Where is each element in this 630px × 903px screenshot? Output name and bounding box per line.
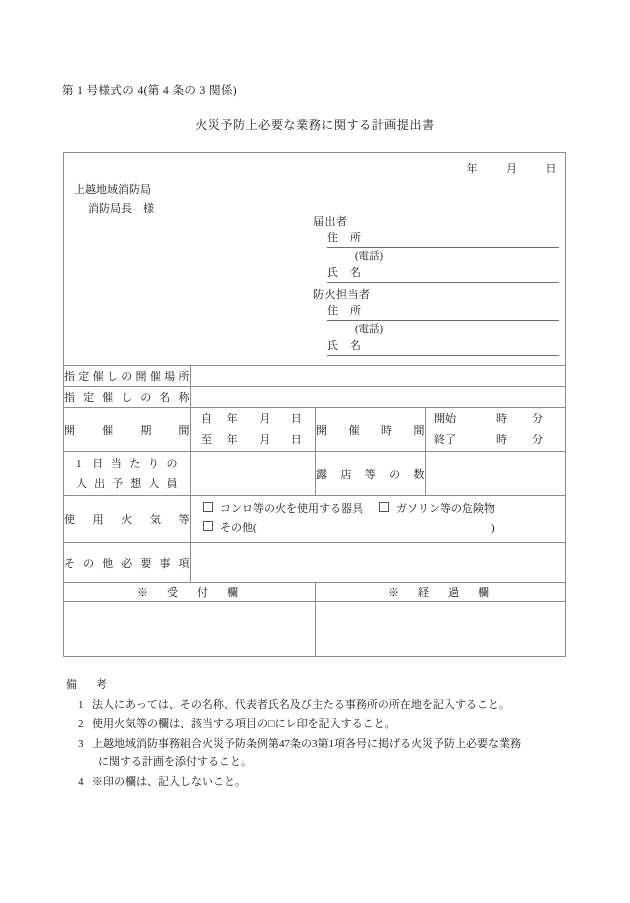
remarks-item bbox=[66, 696, 576, 715]
other-matters-label: その他必要事項 bbox=[64, 543, 191, 583]
progress-value[interactable] bbox=[316, 602, 566, 657]
time-end-hour: 時 bbox=[496, 433, 507, 446]
table-row-attendance bbox=[64, 452, 566, 496]
time-start-hour: 時 bbox=[496, 412, 507, 425]
table-row-fire-use bbox=[64, 496, 566, 543]
remarks-item-number: 4 bbox=[78, 775, 84, 788]
table-row-official-bodies bbox=[64, 602, 566, 657]
fire-manager-address-field[interactable] bbox=[327, 303, 559, 321]
document-title: 火災予防上必要な業務に関する計画提出書 bbox=[195, 118, 435, 132]
time-end-row bbox=[434, 430, 557, 451]
remarks-item-number: 2 bbox=[78, 718, 84, 730]
stalls-value[interactable] bbox=[426, 452, 566, 496]
period-to-day: 日 bbox=[290, 433, 302, 446]
table-row-event-name bbox=[64, 387, 566, 408]
fire-manager-heading: 防火担当者 bbox=[313, 289, 371, 301]
attendance-label-line1: 1 日当たりの bbox=[76, 457, 178, 470]
table-row-venue bbox=[64, 366, 566, 387]
remarks-section bbox=[66, 676, 576, 791]
reception-value[interactable] bbox=[64, 602, 316, 657]
period-from-year: 年 bbox=[226, 412, 238, 425]
applicant-address-field[interactable] bbox=[327, 230, 559, 248]
checkbox-icon[interactable] bbox=[203, 521, 213, 531]
remarks-item bbox=[66, 735, 576, 754]
fire-option-other[interactable] bbox=[203, 522, 257, 534]
applicant-address-label: 住 所 bbox=[327, 232, 362, 244]
table-row-other-matters bbox=[64, 543, 566, 583]
addressee-organization: 上越地域消防局 bbox=[74, 184, 151, 196]
form-code: 第 1 号様式の 4(第 4 条の 3 関係) bbox=[62, 85, 237, 97]
period-from-row bbox=[201, 409, 305, 430]
venue-value[interactable] bbox=[191, 366, 566, 387]
period-value-cell[interactable] bbox=[191, 408, 316, 452]
time-start-row bbox=[434, 409, 557, 430]
period-label: 開催期間 bbox=[64, 408, 191, 452]
stalls-label: 露店等の数 bbox=[316, 452, 426, 496]
time-value-cell[interactable] bbox=[426, 408, 566, 452]
addressee-title: 消防局長 様 bbox=[88, 203, 154, 215]
application-form-table bbox=[63, 152, 566, 657]
period-to-year: 年 bbox=[226, 433, 238, 446]
fire-manager-name-label: 氏 名 bbox=[327, 340, 362, 352]
event-name-value[interactable] bbox=[191, 387, 566, 408]
venue-label: 指定催しの開催場所 bbox=[64, 366, 191, 387]
applicant-name-label: 氏 名 bbox=[327, 267, 362, 279]
fire-options-row-2 bbox=[203, 519, 565, 538]
fire-option-other-close-paren: ) bbox=[491, 522, 495, 534]
table-row-header-block bbox=[64, 153, 566, 366]
period-to-month: 月 bbox=[259, 433, 271, 446]
reception-header: ※ 受 付 欄 bbox=[64, 583, 316, 602]
remarks-item-number: 1 bbox=[78, 698, 84, 711]
checkbox-icon[interactable] bbox=[379, 502, 389, 512]
fire-manager-tel-label: (電話) bbox=[355, 324, 383, 335]
fire-option-gasoline[interactable] bbox=[379, 503, 495, 515]
period-from-month: 月 bbox=[259, 412, 271, 425]
period-to-row bbox=[201, 430, 305, 451]
period-from-prefix: 自 bbox=[201, 412, 212, 425]
date-line bbox=[467, 160, 558, 176]
remarks-item-text: 使用火気等の欄は、該当する項目の□にレ印を記入すること。 bbox=[92, 718, 396, 730]
table-row-official-headers bbox=[64, 583, 566, 602]
date-month-label: 月 bbox=[506, 163, 518, 175]
time-end-minute: 分 bbox=[532, 433, 543, 446]
attendance-label bbox=[64, 452, 191, 496]
fire-use-label: 使用火気等 bbox=[64, 496, 191, 543]
remarks-item-number: 3 bbox=[78, 737, 84, 750]
applicant-name-field[interactable] bbox=[327, 265, 559, 283]
period-from-day: 日 bbox=[290, 412, 302, 425]
applicant-tel-label: (電話) bbox=[355, 251, 383, 262]
remarks-item-text: 上越地域消防事務組合火災予防条例第47条の3第1項各号に掲げる火災予防上必要な業務 bbox=[92, 737, 521, 750]
time-start-minute: 分 bbox=[532, 412, 543, 425]
checkbox-icon[interactable] bbox=[203, 502, 213, 512]
applicant-heading: 届出者 bbox=[313, 216, 348, 228]
fire-manager-name-field[interactable] bbox=[327, 338, 559, 356]
time-label: 開催時間 bbox=[316, 408, 426, 452]
remarks-item-text: ※印の欄は、記入しないこと。 bbox=[92, 775, 246, 788]
fire-manager-address-label: 住 所 bbox=[327, 305, 362, 317]
remarks-item-continuation: に関する計画を添付すること。 bbox=[98, 756, 252, 768]
time-start-prefix: 開始 bbox=[434, 412, 456, 425]
remarks-title: 備 考 bbox=[66, 679, 111, 691]
date-year-label: 年 bbox=[466, 163, 478, 175]
table-row-period bbox=[64, 408, 566, 452]
fire-option-gasoline-label: ガソリン等の危険物 bbox=[396, 503, 495, 515]
fire-option-stove[interactable] bbox=[203, 503, 363, 515]
remarks-item-text: 法人にあっては、その名称、代表者氏名及び主たる事務所の所在地を記入すること。 bbox=[92, 698, 510, 711]
remarks-item bbox=[66, 773, 576, 792]
progress-header: ※ 経 過 欄 bbox=[316, 583, 566, 602]
fire-options-row-1 bbox=[203, 500, 565, 519]
remarks-item bbox=[66, 715, 576, 734]
fire-option-stove-label: コンロ等の火を使用する器具 bbox=[220, 503, 363, 515]
other-matters-value[interactable] bbox=[191, 543, 566, 583]
fire-option-other-label: その他( bbox=[220, 522, 257, 534]
fire-use-options-cell bbox=[191, 496, 566, 543]
applicant-fields-block bbox=[313, 213, 559, 356]
period-to-prefix: 至 bbox=[201, 433, 212, 446]
time-end-prefix: 終了 bbox=[434, 433, 456, 446]
addressee-block bbox=[74, 181, 154, 219]
event-name-label: 指定催しの名称 bbox=[64, 387, 191, 408]
attendance-value[interactable] bbox=[191, 452, 316, 496]
date-day-label: 日 bbox=[545, 163, 557, 175]
header-block-cell bbox=[64, 153, 566, 366]
attendance-label-line2: 人出予想人員 bbox=[76, 477, 178, 490]
